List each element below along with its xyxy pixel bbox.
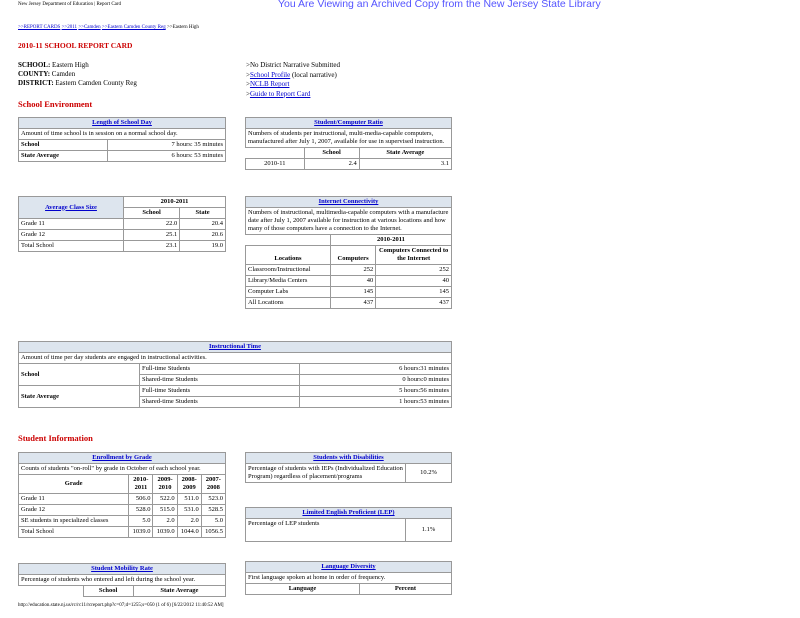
internet-title[interactable]: Internet Connectivity — [246, 197, 452, 208]
computers-value: 252 — [330, 265, 375, 276]
school-label: SCHOOL: — [18, 61, 51, 69]
breadcrumb-year[interactable]: >>2011 — [61, 25, 78, 30]
row-label: State Average — [19, 151, 108, 162]
breadcrumb-school: >>Eastern High — [166, 25, 199, 30]
instructional-time-title[interactable]: Instructional Time — [19, 342, 452, 353]
computer-ratio-table — [245, 117, 452, 170]
side-links — [246, 61, 340, 99]
connected-value: 145 — [376, 287, 452, 298]
row-value: 7 hours: 35 minutes — [108, 140, 226, 151]
state-value: 3.1 — [359, 159, 451, 170]
enrollment-value: 1044.0 — [177, 527, 201, 538]
col-grade: Grade — [19, 475, 129, 494]
state-value: 20.6 — [180, 230, 226, 241]
enrollment-value: 528.0 — [129, 505, 153, 516]
enrollment-table — [18, 452, 226, 538]
school-value: 2.4 — [304, 159, 359, 170]
enrollment-value: 511.0 — [177, 494, 201, 505]
col-state: State Average — [133, 586, 225, 597]
district-name: Eastern Camden County Reg — [55, 79, 137, 87]
col-language: Language — [246, 584, 360, 595]
col-computers: Computers — [330, 246, 375, 265]
computer-ratio-desc: Numbers of students per instructional, multi-media-capable computers, manufactured after July 1, 2007, available for use in supervised instruction. — [246, 129, 452, 148]
length-of-day-title[interactable]: Length of School Day — [19, 118, 226, 129]
internet-table — [245, 196, 452, 309]
location-label: Classroom/Instructional — [246, 265, 331, 276]
shared-time-label: Shared-time Students — [140, 375, 300, 386]
year-header: 2008-2009 — [177, 475, 201, 494]
disabilities-value: 10.2% — [406, 464, 452, 483]
col-school: School — [83, 586, 133, 597]
col-connected: Computers Connected to the Internet — [376, 246, 452, 265]
school-info — [18, 61, 137, 88]
enrollment-desc: Counts of students "on-roll" by grade in October of each school year. — [19, 464, 226, 475]
link-prefix: > — [246, 89, 250, 98]
nclb-report-link[interactable]: NCLB Report — [249, 80, 290, 88]
enrollment-value: 5.0 — [129, 516, 153, 527]
state-label: State Average — [19, 386, 140, 408]
row-label: Grade 11 — [19, 494, 129, 505]
year-header: 2007-2008 — [201, 475, 225, 494]
enrollment-value: 1039.0 — [153, 527, 177, 538]
county-name: Camden — [51, 70, 76, 78]
year-header: 2009-2010 — [153, 475, 177, 494]
mobility-title[interactable]: Student Mobility Rate — [19, 564, 226, 575]
lep-title[interactable]: Limited English Proficient (LEP) — [246, 508, 452, 519]
breadcrumb-county[interactable]: >>Camden — [78, 25, 101, 30]
lep-value: 1.1% — [406, 519, 452, 542]
county-label: COUNTY: — [18, 70, 51, 78]
col-locations: Locations — [246, 246, 331, 265]
enrollment-value: 522.0 — [153, 494, 177, 505]
school-full-value: 6 hours:31 minutes — [300, 364, 452, 375]
school-profile-link[interactable]: School Profile — [249, 70, 291, 79]
row-label: Total School — [19, 527, 129, 538]
row-label: Total School — [19, 241, 124, 252]
enrollment-value: 1039.0 — [129, 527, 153, 538]
disabilities-title[interactable]: Students with Disabilities — [246, 453, 452, 464]
state-full-value: 5 hours:56 minutes — [300, 386, 452, 397]
full-time-label: Full-time Students — [140, 364, 300, 375]
enrollment-title[interactable]: Enrollment by Grade — [19, 453, 226, 464]
mobility-desc: Percentage of students who entered and left during the school year. — [19, 575, 226, 586]
language-title[interactable]: Language Diversity — [246, 562, 452, 573]
internet-year: 2010-2011 — [330, 235, 451, 246]
row-label: SE students in specialized classes — [19, 516, 129, 527]
breadcrumb-report-cards[interactable]: >>REPORT CARDS — [18, 25, 61, 30]
class-size-year: 2010-2011 — [124, 197, 226, 208]
lep-desc: Percentage of LEP students — [246, 519, 406, 542]
source-label: New Jersey Department of Education | Report Card — [18, 2, 122, 7]
archive-banner: You Are Viewing an Archived Copy from the New Jersey State Library — [278, 0, 601, 10]
school-value: 25.1 — [124, 230, 180, 241]
breadcrumb — [18, 25, 199, 30]
profile-suffix: (local narrative) — [290, 70, 337, 79]
connected-value: 437 — [376, 298, 452, 309]
computers-value: 437 — [330, 298, 375, 309]
full-time-label: Full-time Students — [140, 386, 300, 397]
class-size-table — [18, 196, 226, 252]
col-percent: Percent — [359, 584, 451, 595]
language-desc: First language spoken at home in order of frequency. — [246, 573, 452, 584]
language-table — [245, 561, 452, 595]
breadcrumb-district[interactable]: >>Eastern Camden County Reg — [101, 25, 166, 30]
disabilities-desc: Percentage of students with IEPs (Individualized Education Program) regardless of placement/programs — [246, 464, 406, 483]
enrollment-value: 1056.5 — [201, 527, 225, 538]
row-label: School — [19, 140, 108, 151]
col-state: State — [180, 208, 226, 219]
enrollment-value: 531.0 — [177, 505, 201, 516]
school-value: 23.1 — [124, 241, 180, 252]
class-size-title[interactable]: Average Class Size — [19, 197, 124, 219]
disabilities-table — [245, 452, 452, 483]
year-cell: 2010-11 — [246, 159, 305, 170]
enrollment-value: 515.0 — [153, 505, 177, 516]
enrollment-value: 528.5 — [201, 505, 225, 516]
enrollment-value: 2.0 — [177, 516, 201, 527]
district-label: DISTRICT: — [18, 79, 54, 87]
computer-ratio-title[interactable]: Student/Computer Ratio — [246, 118, 452, 129]
school-value: 22.0 — [124, 219, 180, 230]
instructional-time-table — [18, 341, 452, 408]
year-header: 2010-2011 — [129, 475, 153, 494]
location-label: Computer Labs — [246, 287, 331, 298]
enrollment-value: 5.0 — [201, 516, 225, 527]
link-prefix: > — [246, 80, 250, 88]
state-shared-value: 1 hours:53 minutes — [300, 397, 452, 408]
lep-table — [245, 507, 452, 542]
school-label: School — [19, 364, 140, 386]
internet-desc: Numbers of instructional, multimedia-capable computers with a manufacture date after July 1, 2007 available for instruction at various locations and how many of those computers have a connection to the Internet. — [246, 208, 452, 235]
page-title: 2010-11 SCHOOL REPORT CARD — [18, 41, 133, 50]
length-of-day-table — [18, 117, 226, 162]
section-student-information: Student Information — [18, 433, 93, 443]
col-state: State Average — [359, 148, 451, 159]
enrollment-value: 2.0 — [153, 516, 177, 527]
connected-value: 40 — [376, 276, 452, 287]
state-value: 20.4 — [180, 219, 226, 230]
location-label: All Locations — [246, 298, 331, 309]
instructional-time-desc: Amount of time per day students are engaged in instructional activities. — [19, 353, 452, 364]
school-name: Eastern High — [52, 61, 89, 69]
computers-value: 145 — [330, 287, 375, 298]
guide-link[interactable]: Guide to Report Card — [249, 89, 311, 98]
school-shared-value: 0 hours:0 minutes — [300, 375, 452, 386]
enrollment-value: 523.0 — [201, 494, 225, 505]
row-label: Grade 12 — [19, 505, 129, 516]
mobility-table — [18, 563, 226, 597]
location-label: Library/Media Centers — [246, 276, 331, 287]
col-school: School — [124, 208, 180, 219]
link-prefix: > — [246, 70, 250, 79]
connected-value: 252 — [376, 265, 452, 276]
section-school-environment: School Environment — [18, 99, 93, 109]
col-school: School — [304, 148, 359, 159]
footer-url: http://education.state.nj.us/rc/rc11/rcreport.php?c=07;d=1255;s=050 (1 of 6) [6/22/2012 11:40:52 AM] — [18, 603, 224, 608]
row-label: Grade 12 — [19, 230, 124, 241]
length-of-day-desc: Amount of time school is in session on a normal school day. — [19, 129, 226, 140]
narrative-note: >No District Narrative Submitted — [246, 61, 340, 69]
row-value: 6 hours: 53 minutes — [108, 151, 226, 162]
enrollment-value: 506.0 — [129, 494, 153, 505]
state-value: 19.0 — [180, 241, 226, 252]
shared-time-label: Shared-time Students — [140, 397, 300, 408]
row-label: Grade 11 — [19, 219, 124, 230]
computers-value: 40 — [330, 276, 375, 287]
